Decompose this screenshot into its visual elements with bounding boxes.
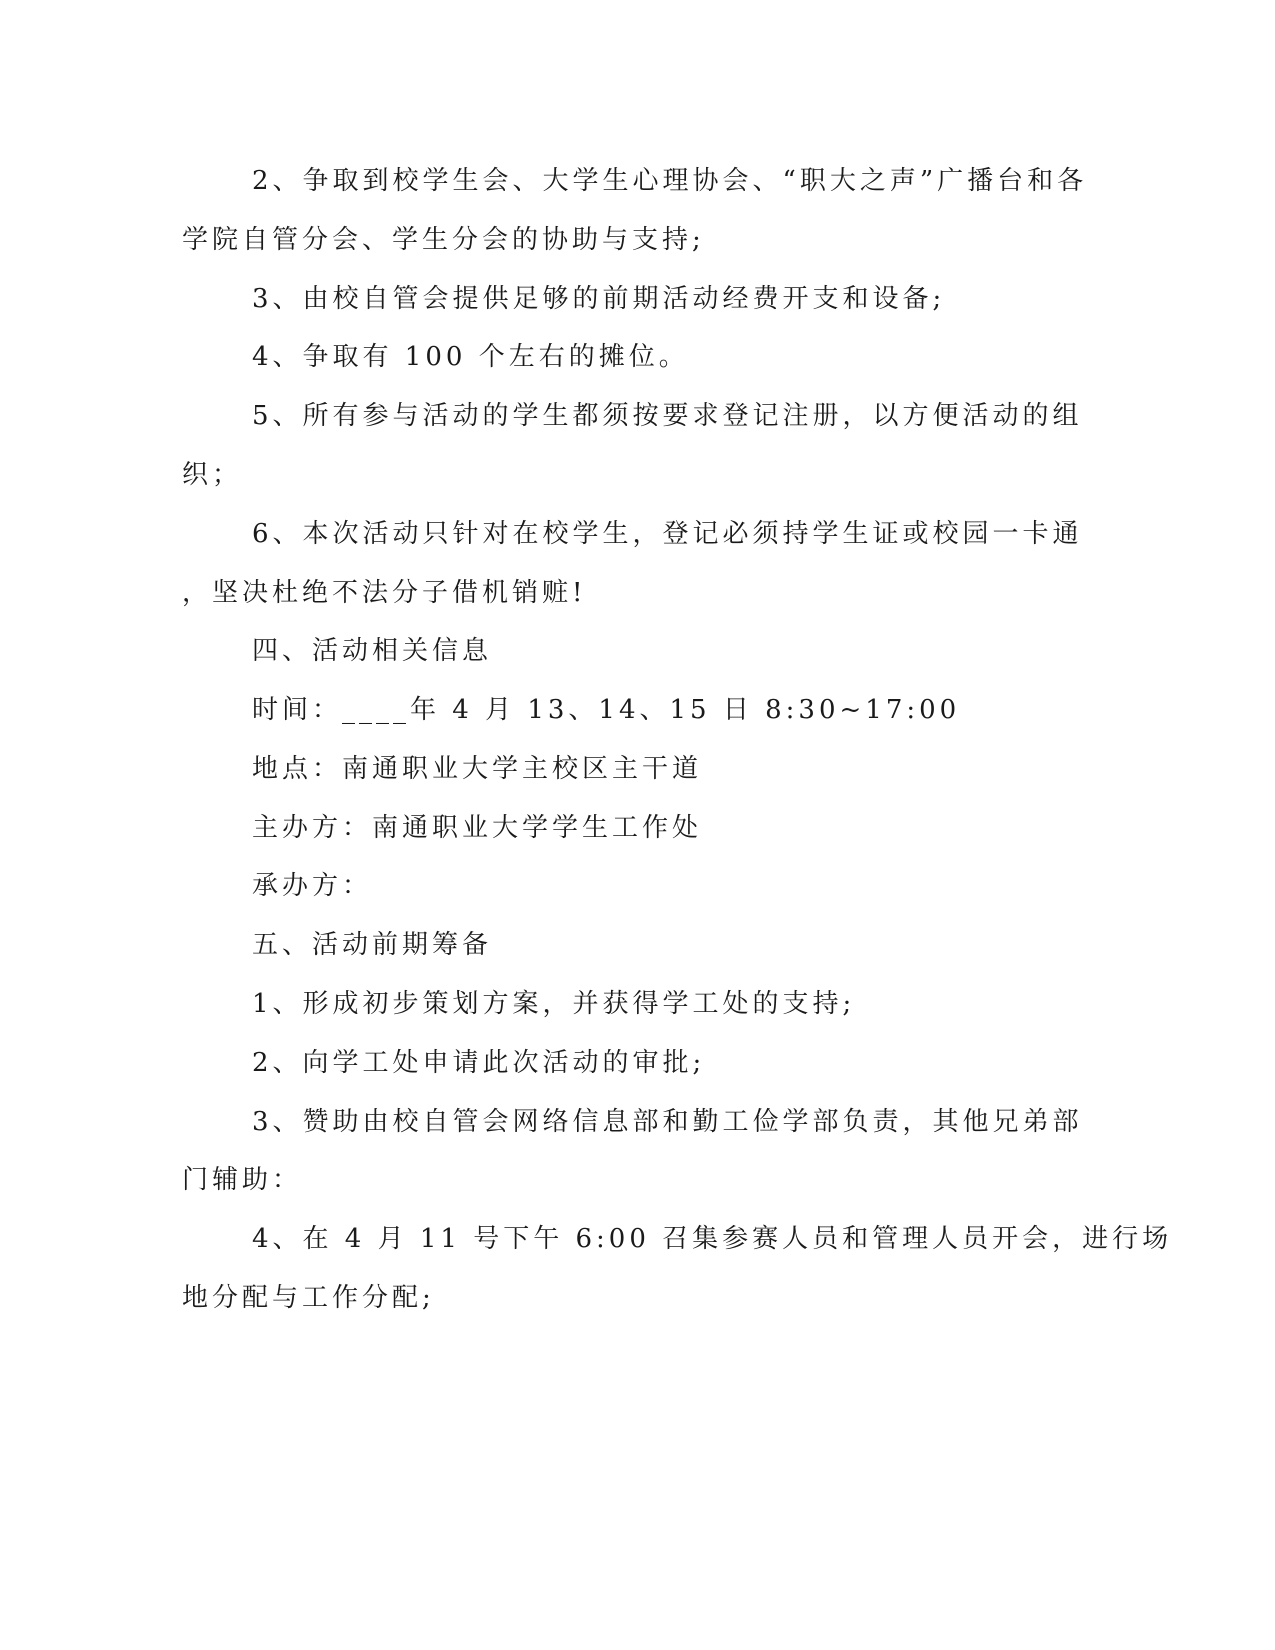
prep-item-4-line-1: 4、在 4 月 11 号下午 6:00 召集参赛人员和管理人员开会，进行场 — [252, 1224, 1173, 1254]
section-heading-5: 五、活动前期筹备 — [252, 930, 493, 960]
prep-item-3-line-1: 3、赞助由校自管会网络信息部和勤工俭学部负责，其他兄弟部 — [252, 1107, 1083, 1137]
section-heading-4: 四、活动相关信息 — [252, 636, 493, 666]
info-time: 时间：____年 4 月 13、14、15 日 8:30~17:00 — [252, 695, 961, 725]
paragraph-item-2-line-2: 学院自管分会、学生分会的协助与支持; — [182, 225, 705, 255]
info-organizer: 主办方：南通职业大学学生工作处 — [252, 813, 703, 843]
prep-item-4-line-2: 地分配与工作分配; — [182, 1283, 435, 1313]
paragraph-item-6-line-1: 6、本次活动只针对在校学生，登记必须持学生证或校园一卡通 — [252, 519, 1083, 549]
paragraph-item-5-line-2: 织； — [182, 460, 243, 490]
prep-item-1: 1、形成初步策划方案，并获得学工处的支持; — [252, 989, 856, 1019]
paragraph-item-6-line-2: ，坚决杜绝不法分子借机销赃! — [182, 578, 587, 608]
prep-item-2: 2、向学工处申请此次活动的审批; — [252, 1048, 706, 1078]
prep-item-3-line-2: 门辅助： — [182, 1165, 303, 1195]
paragraph-item-4: 4、争取有 100 个左右的摊位。 — [252, 342, 689, 372]
paragraph-item-3: 3、由校自管会提供足够的前期活动经费开支和设备; — [252, 284, 946, 314]
info-co-organizer: 承办方： — [252, 871, 373, 901]
paragraph-item-2-line-1: 2、争取到校学生会、大学生心理协会、“职大之声”广播台和各 — [252, 166, 1088, 196]
paragraph-item-5-line-1: 5、所有参与活动的学生都须按要求登记注册，以方便活动的组 — [252, 401, 1083, 431]
info-location: 地点：南通职业大学主校区主干道 — [252, 754, 703, 784]
